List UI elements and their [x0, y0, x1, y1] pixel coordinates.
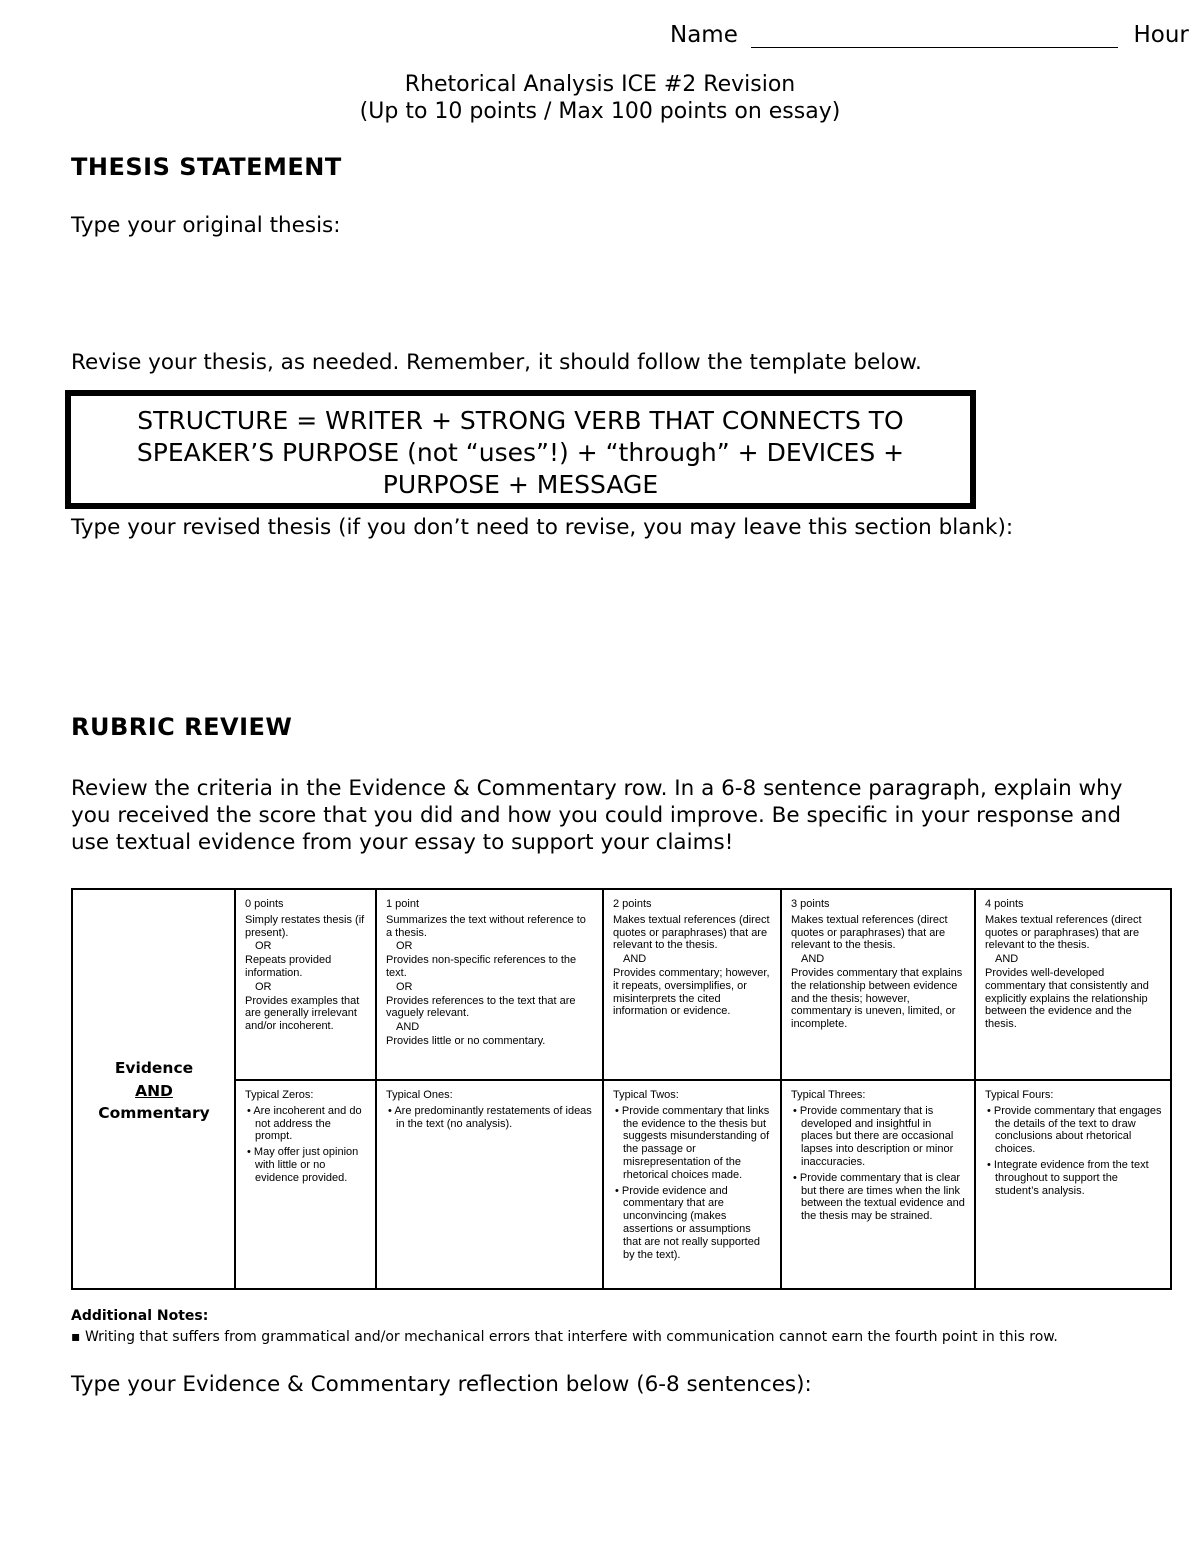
template-line: PURPOSE + MESSAGE: [382, 470, 659, 499]
typical-heading: Typical Zeros:: [245, 1089, 314, 1101]
template-line: STRUCTURE = WRITER + STRONG VERB THAT CONNECTS TO: [137, 406, 904, 435]
reflection-prompt: Type your Evidence & Commentary reflection below (6-8 sentences):: [71, 1372, 812, 1397]
thesis-heading: THESIS STATEMENT: [71, 153, 342, 181]
page-subtitle: (Up to 10 points / Max 100 points on essay): [359, 99, 841, 124]
revise-thesis-prompt: Revise your thesis, as needed. Remember, it should follow the template below.: [71, 350, 922, 375]
criteria-line: Summarizes the text without reference to a thesis.: [386, 913, 586, 939]
connector: AND: [396, 1021, 420, 1034]
score-heading: 4 points: [985, 898, 1024, 910]
score-cell-3: [781, 889, 975, 1080]
typical-bullet: • May offer just opinion with little or no evidence provided.: [247, 1146, 359, 1184]
page-title: Rhetorical Analysis ICE #2 Revision: [404, 72, 796, 97]
criteria-line: Makes textual references (direct quotes or paraphrases) that are relevant to the thesis.: [791, 913, 948, 952]
typical-cell-0: [235, 1080, 376, 1289]
name-hour-line: [670, 22, 1200, 48]
score-heading: 2 points: [613, 898, 652, 910]
criteria-line: Makes textual references (direct quotes or paraphrases) that are relevant to the thesis.: [613, 913, 770, 952]
score-cell-4: [975, 889, 1171, 1080]
hour-label: Hour: [1133, 22, 1189, 48]
criteria-line: Provides references to the text that are vaguely relevant.: [386, 994, 576, 1020]
typical-cell-4: [975, 1080, 1171, 1289]
criteria-line: Makes textual references (direct quotes or paraphrases) that are relevant to the thesis.: [985, 913, 1142, 952]
criteria-line: Provides commentary; however, it repeats, oversimplifies, or misinterprets the cited information or evidence.: [613, 966, 770, 1018]
typical-heading: Typical Twos:: [613, 1089, 679, 1101]
typical-bullet: • Integrate evidence from the text throughout to support the student’s analysis.: [987, 1158, 1149, 1197]
typical-bullet: • Provide commentary that engages the details of the text to draw conclusions about rhetorical choices.: [987, 1104, 1162, 1156]
notes-label: Additional Notes:: [71, 1308, 209, 1324]
criteria-line: Provides well-developed commentary that consistently and explicitly explains the relationship between the evidence and the thesis.: [985, 966, 1149, 1031]
score-heading: 1 point: [386, 898, 420, 910]
revised-thesis-prompt: Type your revised thesis (if you don’t need to revise, you may leave this section blank):: [71, 515, 1014, 540]
connector: AND: [995, 953, 1019, 966]
connector: OR: [255, 940, 272, 953]
original-thesis-prompt: Type your original thesis:: [71, 213, 341, 238]
name-label: Name: [670, 22, 738, 48]
rubric-prompt: Review the criteria in the Evidence & Commentary row. In a 6-8 sentence paragraph, explain why you received the score that you did and how you could improve. Be specific in your response and use textual evidence from your essay to support your claims!: [71, 776, 1123, 855]
criteria-line: Provides commentary that explains the relationship between evidence and the thesis; however, commentary is uneven, limited, or incomplete.: [791, 966, 963, 1031]
typical-bullet: • Provide commentary that is developed and insightful in places but there are occasional lapses into description or minor inaccuracies.: [793, 1104, 954, 1168]
typical-bullet: • Provide commentary that links the evidence to the thesis but suggests misunderstanding of the passage or misrepresentation of the rhetorical choices made.: [615, 1104, 770, 1181]
criteria-line: Provides little or no commentary.: [386, 1034, 546, 1047]
typical-cell-1: [376, 1080, 603, 1289]
score-cell-2: [603, 889, 781, 1080]
criteria-line: Repeats provided information.: [245, 954, 332, 979]
notes-item: ▪ Writing that suffers from grammatical and/or mechanical errors that interfere with communication cannot earn the fourth point in this row.: [71, 1329, 1058, 1345]
typical-heading: Typical Threes:: [791, 1089, 866, 1101]
criteria-line: Provides examples that are generally irrelevant and/or incoherent.: [245, 994, 360, 1033]
row-label-cell: [72, 889, 235, 1289]
connector: AND: [623, 953, 647, 966]
typical-cell-2: [603, 1080, 781, 1289]
name-blank[interactable]: [751, 25, 1118, 48]
typical-bullet: • Are predominantly restatements of ideas in the text (no analysis).: [388, 1104, 592, 1130]
score-heading: 3 points: [791, 898, 830, 910]
typical-bullet: • Provide commentary that is clear but there are times when the link between the textual evidence and the thesis may be strained.: [793, 1171, 965, 1223]
typical-cell-3: [781, 1080, 975, 1289]
connector: AND: [801, 953, 825, 966]
connector: OR: [255, 980, 272, 993]
rubric-heading: RUBRIC REVIEW: [71, 713, 293, 741]
score-cell-1: [376, 889, 603, 1080]
thesis-template-box: [65, 390, 976, 509]
typical-bullet: • Provide evidence and commentary that are unconvincing (makes assertions or assumptions that are not really supported by the text).: [615, 1184, 760, 1261]
criteria-line: Simply restates thesis (if present).: [245, 913, 365, 939]
connector: OR: [396, 940, 413, 953]
row-label-and: AND: [135, 1081, 173, 1100]
score-cell-0: [235, 889, 376, 1080]
connector: OR: [396, 980, 413, 993]
score-heading: 0 points: [245, 898, 284, 910]
rubric-table: [71, 888, 1172, 1290]
typical-bullet: • Are incoherent and do not address the prompt.: [247, 1104, 362, 1143]
row-label-evidence: Evidence: [114, 1058, 194, 1077]
criteria-line: Provides non-specific references to the text.: [386, 954, 577, 979]
row-label-commentary: Commentary: [98, 1104, 210, 1123]
template-line: SPEAKER’S PURPOSE (not “uses”!) + “through” + DEVICES +: [136, 438, 905, 467]
typical-heading: Typical Fours:: [985, 1089, 1054, 1101]
typical-heading: Typical Ones:: [386, 1089, 453, 1101]
